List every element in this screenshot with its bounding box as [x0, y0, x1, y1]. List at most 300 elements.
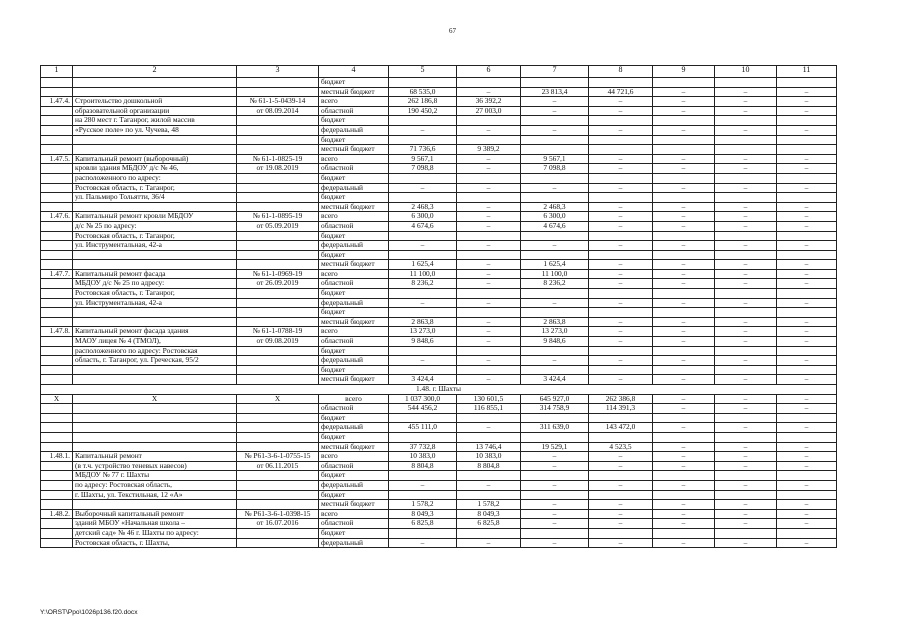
value-col-10: [715, 116, 777, 126]
table-row: [41, 452, 837, 462]
value-col-5: 2 863,8: [389, 317, 457, 327]
value-col-6: –: [457, 154, 521, 164]
value-col-9: –: [653, 164, 715, 174]
value-col-10: [715, 346, 777, 356]
value-col-8: –: [589, 125, 653, 135]
value-col-11: –: [777, 125, 837, 135]
value-col-7: 314 758,9: [521, 404, 589, 414]
column-header-11: 11: [777, 66, 837, 78]
table-row: [41, 509, 837, 519]
value-col-11: [777, 308, 837, 318]
document-number: [237, 78, 319, 88]
value-col-6: –: [457, 221, 521, 231]
value-col-5: 71 736,6: [389, 145, 457, 155]
item-number: [41, 471, 73, 481]
value-col-5: 455 111,0: [389, 423, 457, 433]
value-col-6: –: [457, 317, 521, 327]
value-col-6: –: [457, 183, 521, 193]
value-col-5: [389, 346, 457, 356]
document-number: [237, 202, 319, 212]
item-number: [41, 308, 73, 318]
table-row: [41, 183, 837, 193]
table-row: [41, 346, 837, 356]
budget-type: областной: [319, 221, 389, 231]
item-description: ул. Инструментальная, 42-а: [73, 241, 237, 251]
item-number: [41, 365, 73, 375]
table-row: [41, 125, 837, 135]
table-row: [41, 442, 837, 452]
value-col-11: –: [777, 202, 837, 212]
document-number: от 16.07.2016: [237, 519, 319, 529]
value-col-11: –: [777, 337, 837, 347]
value-col-11: –: [777, 269, 837, 279]
value-col-9: –: [653, 480, 715, 490]
item-number: [41, 289, 73, 299]
value-col-10: –: [715, 480, 777, 490]
item-number: [41, 432, 73, 442]
document-number: [237, 145, 319, 155]
value-col-10: –: [715, 519, 777, 529]
document-number: [237, 528, 319, 538]
value-col-5: –: [389, 183, 457, 193]
value-col-10: [715, 471, 777, 481]
page-number: 67: [449, 27, 456, 35]
value-col-5: [389, 78, 457, 88]
value-col-11: –: [777, 423, 837, 433]
value-col-7: [521, 173, 589, 183]
value-col-6: [457, 432, 521, 442]
value-col-9: –: [653, 221, 715, 231]
value-col-11: [777, 365, 837, 375]
value-col-9: –: [653, 183, 715, 193]
column-header-6: 6: [457, 66, 521, 78]
item-number: [41, 356, 73, 366]
budget-type: бюджет: [319, 413, 389, 423]
document-number: [237, 413, 319, 423]
item-description: кровли здания МБДОУ д/с № 46,: [73, 164, 237, 174]
item-description: (в т.ч. устройство теневых навесов): [73, 461, 237, 471]
value-col-5: 2 468,3: [389, 202, 457, 212]
item-description: [73, 413, 237, 423]
value-col-11: –: [777, 97, 837, 107]
value-col-9: [653, 490, 715, 500]
value-col-9: [653, 250, 715, 260]
item-description: [73, 260, 237, 270]
value-col-10: –: [715, 500, 777, 510]
value-col-5: 68 535,0: [389, 87, 457, 97]
value-col-9: –: [653, 423, 715, 433]
table-row: [41, 423, 837, 433]
table-row: [41, 317, 837, 327]
value-col-9: [653, 289, 715, 299]
value-col-11: –: [777, 509, 837, 519]
budget-type: местный бюджет: [319, 375, 389, 385]
value-col-8: [589, 346, 653, 356]
column-header-row: [41, 66, 837, 78]
value-col-10: –: [715, 212, 777, 222]
value-col-10: [715, 490, 777, 500]
value-col-8: –: [589, 164, 653, 174]
item-number: 1.47.4.: [41, 97, 73, 107]
value-col-9: –: [653, 154, 715, 164]
value-col-6: [457, 173, 521, 183]
document-number: [237, 356, 319, 366]
value-col-8: [589, 432, 653, 442]
value-col-8: –: [589, 97, 653, 107]
item-description: Капитальный ремонт кровли МБДОУ: [73, 212, 237, 222]
value-col-7: 6 300,0: [521, 212, 589, 222]
value-col-5: [389, 528, 457, 538]
table-row: [41, 173, 837, 183]
item-description: «Русское поле» по ул. Чучева, 48: [73, 125, 237, 135]
value-col-8: [589, 413, 653, 423]
value-col-6: [457, 193, 521, 203]
table-row: [41, 365, 837, 375]
item-number: [41, 461, 73, 471]
value-col-8: –: [589, 269, 653, 279]
value-col-8: –: [589, 106, 653, 116]
budget-type: всего: [319, 452, 389, 462]
value-col-11: –: [777, 519, 837, 529]
value-col-9: –: [653, 442, 715, 452]
value-col-6: 130 601,5: [457, 394, 521, 404]
value-col-10: [715, 528, 777, 538]
value-col-6: 27 003,0: [457, 106, 521, 116]
table-row: [41, 538, 837, 548]
item-description: МАОУ лицея № 4 (ТМОЛ),: [73, 337, 237, 347]
document-number: № Р61-3-6-1-0398-15: [237, 509, 319, 519]
item-description: Выборочный капитальный ремонт: [73, 509, 237, 519]
value-col-11: [777, 528, 837, 538]
document-number: X: [237, 394, 319, 404]
item-number: [41, 193, 73, 203]
value-col-9: –: [653, 519, 715, 529]
item-number: [41, 346, 73, 356]
value-col-5: [389, 308, 457, 318]
value-col-10: [715, 432, 777, 442]
item-description: [73, 423, 237, 433]
item-number: [41, 78, 73, 88]
value-col-11: [777, 250, 837, 260]
value-col-10: –: [715, 404, 777, 414]
item-description: ул. Инструментальная, 42-а: [73, 298, 237, 308]
table-row: [41, 528, 837, 538]
item-number: [41, 202, 73, 212]
item-number: [41, 423, 73, 433]
value-col-7: [521, 528, 589, 538]
value-col-9: –: [653, 337, 715, 347]
value-col-10: [715, 135, 777, 145]
value-col-7: 13 273,0: [521, 327, 589, 337]
value-col-8: [589, 490, 653, 500]
value-col-5: 9 848,6: [389, 337, 457, 347]
item-number: [41, 221, 73, 231]
column-header-5: 5: [389, 66, 457, 78]
value-col-9: –: [653, 461, 715, 471]
value-col-11: –: [777, 154, 837, 164]
table-row: [41, 241, 837, 251]
column-header-1: 1: [41, 66, 73, 78]
value-col-11: –: [777, 394, 837, 404]
table-row: [41, 337, 837, 347]
value-col-7: 645 927,0: [521, 394, 589, 404]
value-col-5: [389, 289, 457, 299]
value-col-10: –: [715, 452, 777, 462]
value-col-5: 11 100,0: [389, 269, 457, 279]
value-col-7: –: [521, 125, 589, 135]
table-row: [41, 250, 837, 260]
item-description: область, г. Таганрог, ул. Греческая, 95/2: [73, 356, 237, 366]
document-number: [237, 375, 319, 385]
value-col-5: [389, 250, 457, 260]
item-number: [41, 125, 73, 135]
item-description: расположенного по адресу: Ростовская: [73, 346, 237, 356]
value-col-10: –: [715, 241, 777, 251]
item-number: [41, 480, 73, 490]
value-col-10: –: [715, 164, 777, 174]
value-col-6: [457, 528, 521, 538]
table-row: [41, 461, 837, 471]
value-col-10: [715, 250, 777, 260]
value-col-6: –: [457, 538, 521, 548]
value-col-5: [389, 471, 457, 481]
budget-table: [40, 65, 837, 548]
value-col-7: –: [521, 106, 589, 116]
document-number: от 05.09.2019: [237, 221, 319, 231]
column-header-3: 3: [237, 66, 319, 78]
value-col-6: –: [457, 164, 521, 174]
budget-type: всего: [319, 97, 389, 107]
document-number: [237, 193, 319, 203]
value-col-7: 19 529,1: [521, 442, 589, 452]
value-col-6: –: [457, 212, 521, 222]
document-number: [237, 231, 319, 241]
table-row: [41, 87, 837, 97]
value-col-7: 311 639,0: [521, 423, 589, 433]
value-col-9: –: [653, 327, 715, 337]
item-number: [41, 413, 73, 423]
value-col-11: [777, 432, 837, 442]
table-row: [41, 356, 837, 366]
value-col-10: –: [715, 97, 777, 107]
value-col-10: –: [715, 327, 777, 337]
item-description: [73, 317, 237, 327]
item-number: [41, 164, 73, 174]
value-col-9: –: [653, 106, 715, 116]
value-col-9: –: [653, 500, 715, 510]
value-col-5: 190 450,2: [389, 106, 457, 116]
value-col-9: –: [653, 202, 715, 212]
value-col-5: 37 732,8: [389, 442, 457, 452]
value-col-11: [777, 193, 837, 203]
item-number: X: [41, 394, 73, 404]
table-row: [41, 116, 837, 126]
value-col-8: –: [589, 221, 653, 231]
document-number: [237, 241, 319, 251]
value-col-10: –: [715, 375, 777, 385]
item-number: [41, 490, 73, 500]
value-col-8: [589, 116, 653, 126]
table-row: [41, 260, 837, 270]
value-col-8: –: [589, 241, 653, 251]
value-col-6: 116 855,1: [457, 404, 521, 414]
item-number: [41, 404, 73, 414]
value-col-7: 2 863,8: [521, 317, 589, 327]
value-col-11: [777, 231, 837, 241]
document-number: от 08.09.2014: [237, 106, 319, 116]
value-col-11: [777, 173, 837, 183]
value-col-11: –: [777, 404, 837, 414]
value-col-9: –: [653, 452, 715, 462]
value-col-9: –: [653, 317, 715, 327]
table-row: [41, 202, 837, 212]
value-col-10: –: [715, 183, 777, 193]
value-col-9: [653, 135, 715, 145]
value-col-7: 9 848,6: [521, 337, 589, 347]
item-number: [41, 250, 73, 260]
value-col-10: –: [715, 423, 777, 433]
value-col-6: –: [457, 125, 521, 135]
item-number: [41, 231, 73, 241]
table-row: [41, 500, 837, 510]
budget-type: бюджет: [319, 365, 389, 375]
table-row: [41, 145, 837, 155]
budget-type: бюджет: [319, 289, 389, 299]
value-col-11: [777, 346, 837, 356]
document-number: [237, 317, 319, 327]
item-description: образовательной организации: [73, 106, 237, 116]
value-col-9: –: [653, 404, 715, 414]
value-col-11: [777, 116, 837, 126]
value-col-7: –: [521, 183, 589, 193]
budget-type: федеральный: [319, 356, 389, 366]
value-col-7: 8 236,2: [521, 279, 589, 289]
value-col-9: –: [653, 212, 715, 222]
value-col-10: –: [715, 269, 777, 279]
table-row: [41, 480, 837, 490]
value-col-5: 1 578,2: [389, 500, 457, 510]
table-row: [41, 212, 837, 222]
value-col-9: –: [653, 87, 715, 97]
item-description: зданий МБОУ «Начальная школа –: [73, 519, 237, 529]
value-col-10: –: [715, 298, 777, 308]
document-number: [237, 471, 319, 481]
value-col-11: –: [777, 212, 837, 222]
value-col-9: [653, 432, 715, 442]
value-col-11: –: [777, 327, 837, 337]
value-col-8: –: [589, 452, 653, 462]
item-description: X: [73, 394, 237, 404]
budget-type: областной: [319, 404, 389, 414]
budget-type: областной: [319, 461, 389, 471]
value-col-5: [389, 173, 457, 183]
value-col-10: [715, 413, 777, 423]
budget-type: бюджет: [319, 346, 389, 356]
item-number: [41, 173, 73, 183]
value-col-5: [389, 432, 457, 442]
value-col-9: [653, 173, 715, 183]
budget-type: бюджет: [319, 250, 389, 260]
value-col-8: –: [589, 519, 653, 529]
value-col-11: –: [777, 442, 837, 452]
value-col-7: [521, 490, 589, 500]
value-col-5: 1 625,4: [389, 260, 457, 270]
item-description: г. Шахты, ул. Текстильная, 12 «А»: [73, 490, 237, 500]
item-number: [41, 442, 73, 452]
value-col-11: [777, 413, 837, 423]
value-col-6: –: [457, 356, 521, 366]
item-description: Ростовская область, г. Шахты,: [73, 538, 237, 548]
budget-type: федеральный: [319, 538, 389, 548]
value-col-9: [653, 308, 715, 318]
budget-type: местный бюджет: [319, 145, 389, 155]
value-col-8: [589, 365, 653, 375]
table-row: [41, 164, 837, 174]
budget-type: бюджет: [319, 173, 389, 183]
value-col-6: –: [457, 260, 521, 270]
table-row: [41, 289, 837, 299]
value-col-8: –: [589, 461, 653, 471]
budget-type: бюджет: [319, 78, 389, 88]
table-row: [41, 279, 837, 289]
value-col-10: [715, 365, 777, 375]
column-header-8: 8: [589, 66, 653, 78]
value-col-11: –: [777, 164, 837, 174]
item-number: [41, 317, 73, 327]
item-description: [73, 500, 237, 510]
value-col-9: [653, 193, 715, 203]
value-col-7: [521, 116, 589, 126]
item-number: 1.47.5.: [41, 154, 73, 164]
item-description: [73, 87, 237, 97]
value-col-11: –: [777, 279, 837, 289]
item-number: [41, 260, 73, 270]
item-number: 1.47.6.: [41, 212, 73, 222]
value-col-10: –: [715, 260, 777, 270]
value-col-11: [777, 490, 837, 500]
document-number: [237, 423, 319, 433]
value-col-7: 2 468,3: [521, 202, 589, 212]
value-col-10: –: [715, 317, 777, 327]
item-description: [73, 375, 237, 385]
document-number: [237, 289, 319, 299]
item-number: [41, 135, 73, 145]
document-number: [237, 298, 319, 308]
document-number: от 19.08.2019: [237, 164, 319, 174]
budget-type: всего: [319, 394, 389, 404]
value-col-6: –: [457, 87, 521, 97]
document-number: [237, 432, 319, 442]
value-col-7: [521, 308, 589, 318]
value-col-5: [389, 413, 457, 423]
value-col-6: –: [457, 337, 521, 347]
value-col-7: [521, 250, 589, 260]
value-col-8: [589, 173, 653, 183]
item-description: Строительство дошкольной: [73, 97, 237, 107]
value-col-10: –: [715, 279, 777, 289]
item-description: [73, 308, 237, 318]
document-number: [237, 125, 319, 135]
document-number: [237, 183, 319, 193]
budget-type: бюджет: [319, 432, 389, 442]
value-col-6: [457, 365, 521, 375]
value-col-5: –: [389, 241, 457, 251]
value-col-9: [653, 231, 715, 241]
item-number: [41, 538, 73, 548]
value-col-6: –: [457, 241, 521, 251]
budget-type: бюджет: [319, 135, 389, 145]
section-title: 1.48. г. Шахты: [41, 385, 837, 395]
